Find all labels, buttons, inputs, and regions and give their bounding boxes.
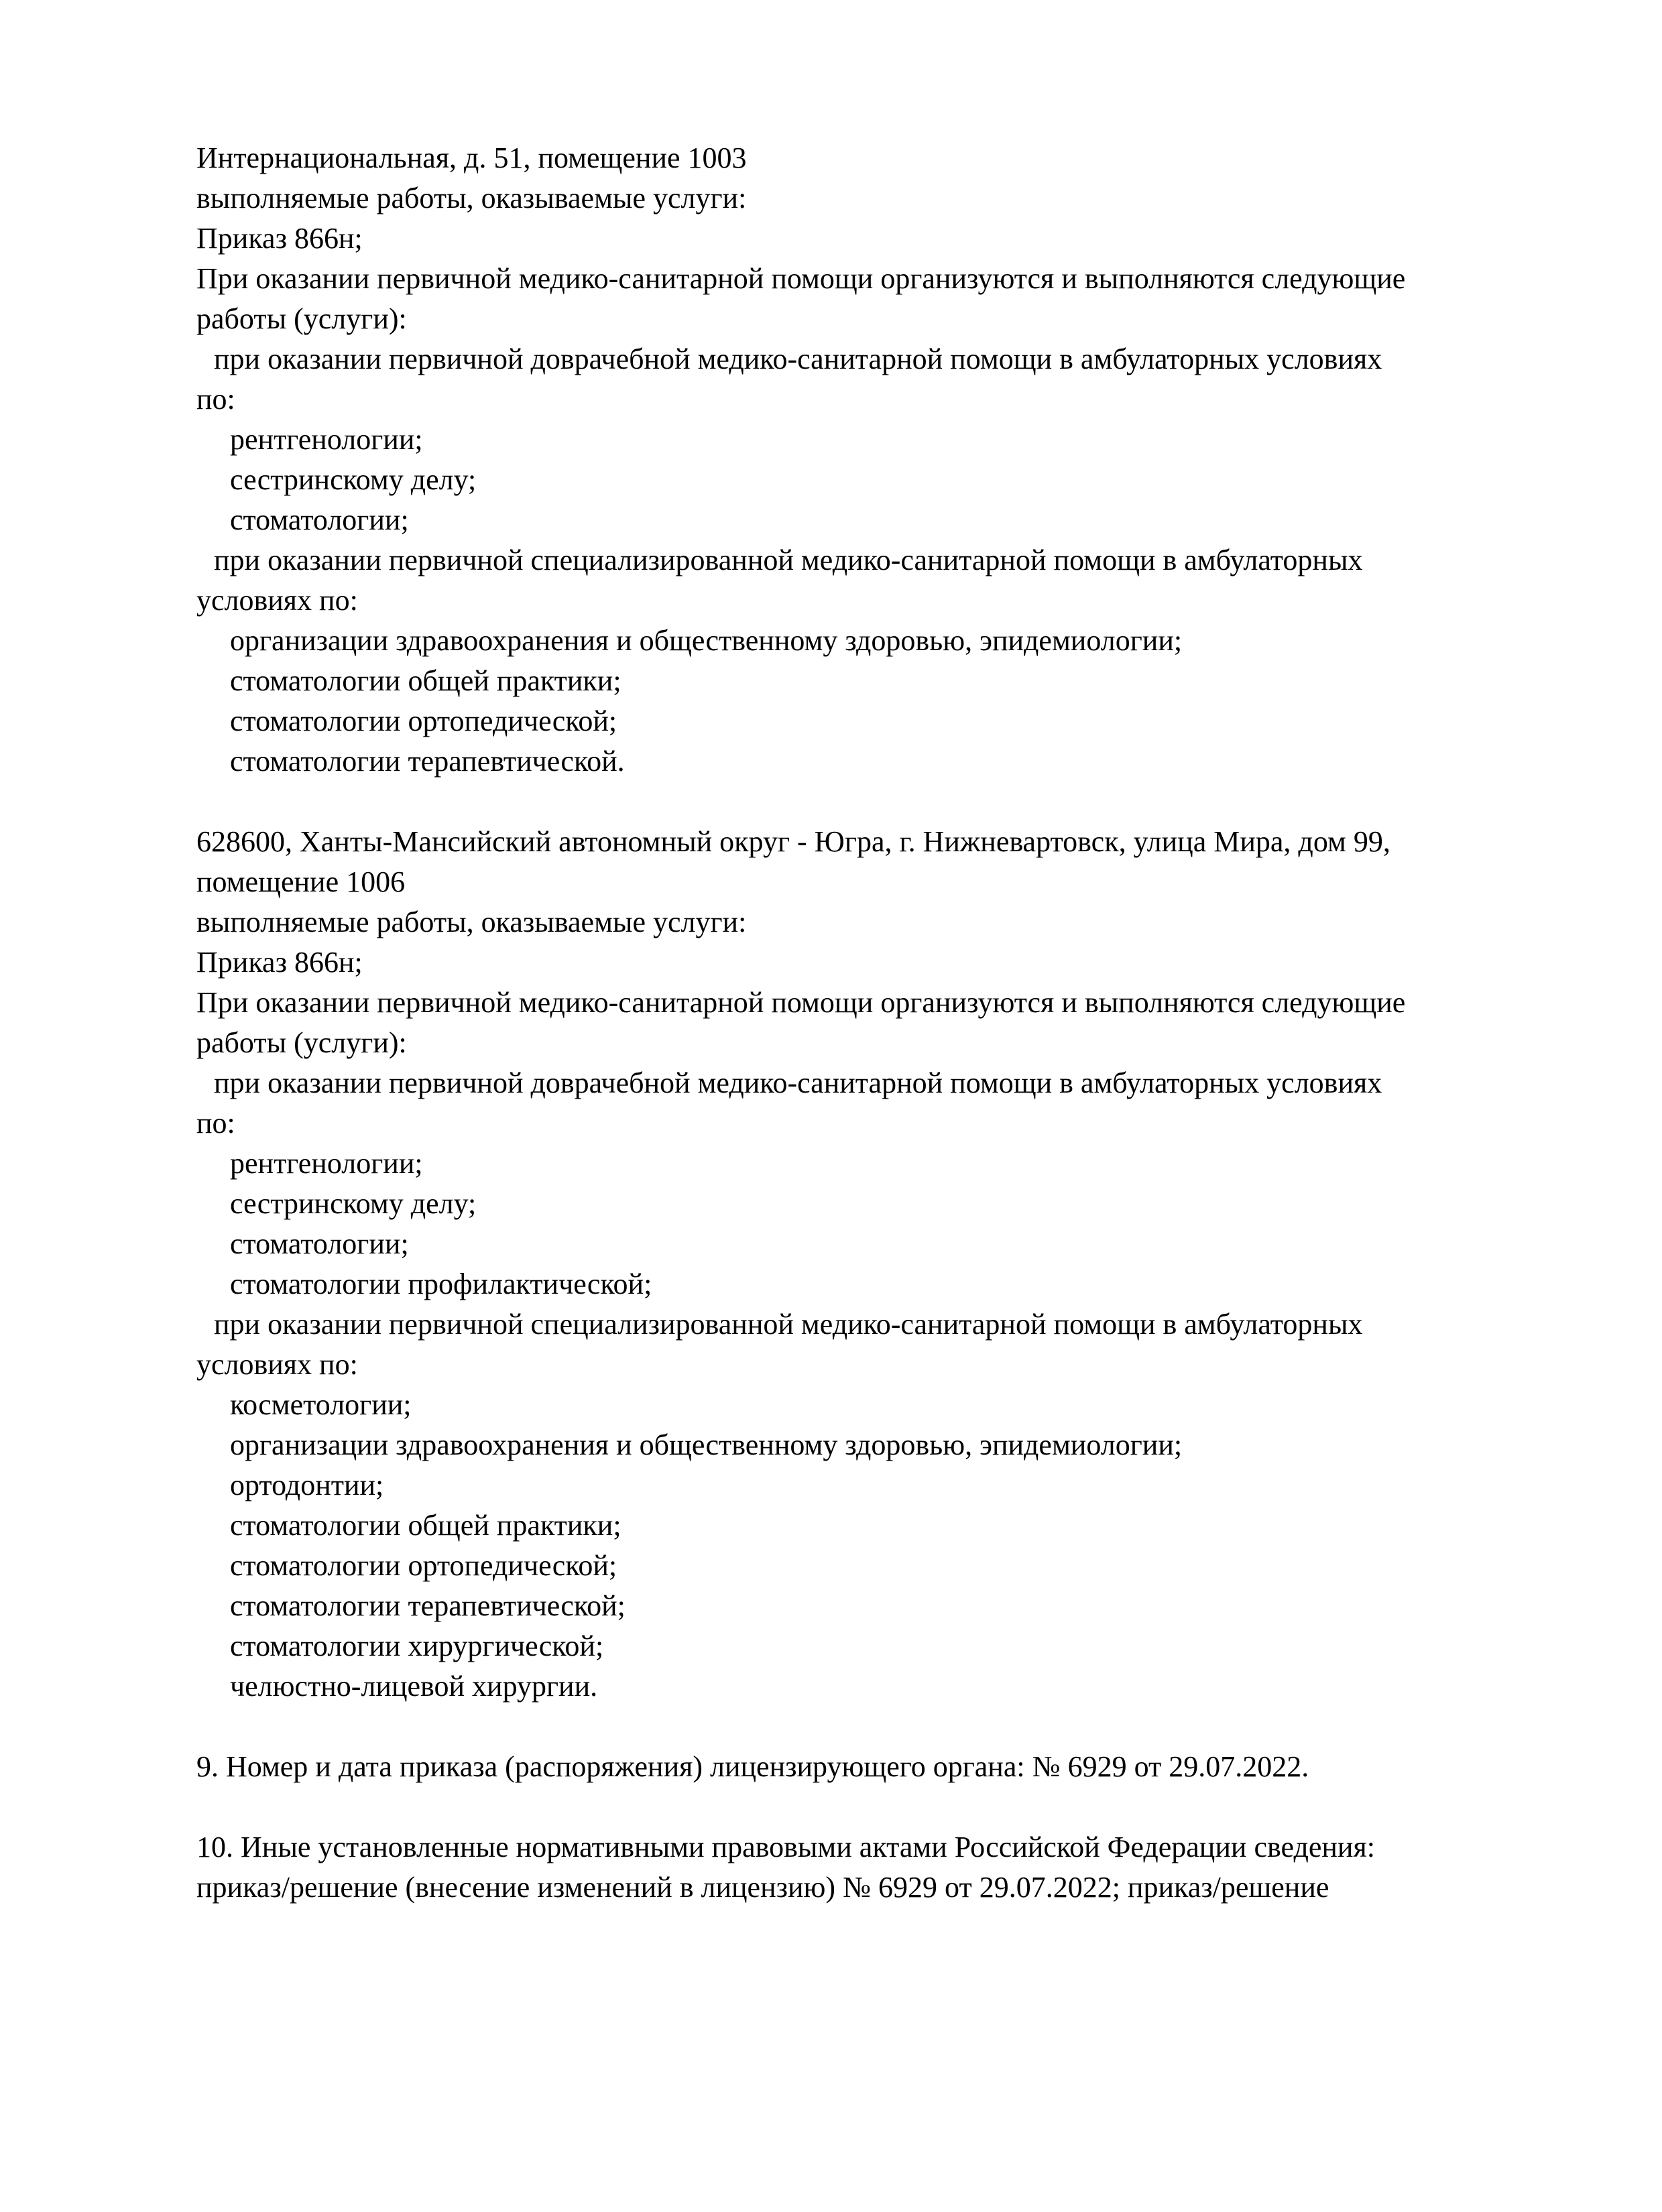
text-line: сестринскому делу; <box>230 1187 477 1220</box>
text-line: При оказании первичной медико-санитарной помощи организуются и выполняются следующие <box>196 986 1406 1019</box>
text-line: стоматологии общей практики; <box>230 664 621 697</box>
text-line: рентгенологии; <box>230 1147 423 1180</box>
text-line: рентгенологии; <box>230 423 423 456</box>
text-line: стоматологии ортопедической; <box>230 704 617 737</box>
text-line: Интернациональная, д. 51, помещение 1003 <box>196 141 747 174</box>
text-line: Приказ 866н; <box>196 222 363 255</box>
text-line: стоматологии профилактической; <box>230 1268 652 1300</box>
license-address-2 <box>196 822 1544 1707</box>
text-line: стоматологии; <box>230 1227 409 1260</box>
license-address-1 <box>196 138 1544 782</box>
text-line: 10. Иные установленные нормативными правовыми актами Российской Федерации сведения: <box>196 1831 1375 1863</box>
text-line: При оказании первичной медико-санитарной помощи организуются и выполняются следующие <box>196 262 1406 295</box>
text-line: челюстно-лицевой хирургии. <box>230 1670 598 1703</box>
text-line: помещение 1006 <box>196 865 406 898</box>
text-line: Приказ 866н; <box>196 946 363 979</box>
text-line: условиях по: <box>196 584 358 617</box>
text-line: приказ/решение (внесение изменений в лицензию) № 6929 от 29.07.2022; приказ/решение <box>196 1871 1329 1904</box>
text-line: работы (услуги): <box>196 1026 407 1059</box>
text-line: выполняемые работы, оказываемые услуги: <box>196 906 747 938</box>
text-line: работы (услуги): <box>196 302 407 335</box>
text-line: ортодонтии; <box>230 1469 384 1501</box>
text-line: условиях по: <box>196 1348 358 1381</box>
text-line: стоматологии хирургической; <box>230 1630 604 1662</box>
item-10-other-info <box>196 1827 1544 1908</box>
text-line: стоматологии терапевтической. <box>230 745 625 778</box>
text-line: организации здравоохранения и общественному здоровью, эпидемиологии; <box>230 624 1183 657</box>
text-line: стоматологии ортопедической; <box>230 1549 617 1582</box>
text-line: при оказании первичной доврачебной медико-санитарной помощи в амбулаторных условиях <box>214 343 1382 375</box>
text-line: при оказании первичной специализированной медико-санитарной помощи в амбулаторных <box>214 544 1363 576</box>
text-line: стоматологии; <box>230 503 409 536</box>
text-line: организации здравоохранения и общественному здоровью, эпидемиологии; <box>230 1428 1183 1461</box>
text-line: сестринскому делу; <box>230 463 477 496</box>
text-line: выполняемые работы, оказываемые услуги: <box>196 182 747 214</box>
text-line: косметологии; <box>230 1388 412 1421</box>
document-text-block <box>196 138 1544 1908</box>
text-line: при оказании первичной специализированной медико-санитарной помощи в амбулаторных <box>214 1308 1363 1341</box>
text-line: по: <box>196 383 235 416</box>
text-line: 628600, Ханты-Мансийский автономный округ - Югра, г. Нижневартовск, улица Мира, дом 99, <box>196 825 1390 858</box>
text-line: 9. Номер и дата приказа (распоряжения) лицензирующего органа: № 6929 от 29.07.2022. <box>196 1750 1309 1783</box>
text-line: по: <box>196 1107 235 1140</box>
text-line: стоматологии терапевтической; <box>230 1589 626 1622</box>
text-line: при оказании первичной доврачебной медико-санитарной помощи в амбулаторных условиях <box>214 1066 1382 1099</box>
text-line: стоматологии общей практики; <box>230 1509 621 1542</box>
item-9-order-number <box>196 1747 1544 1787</box>
